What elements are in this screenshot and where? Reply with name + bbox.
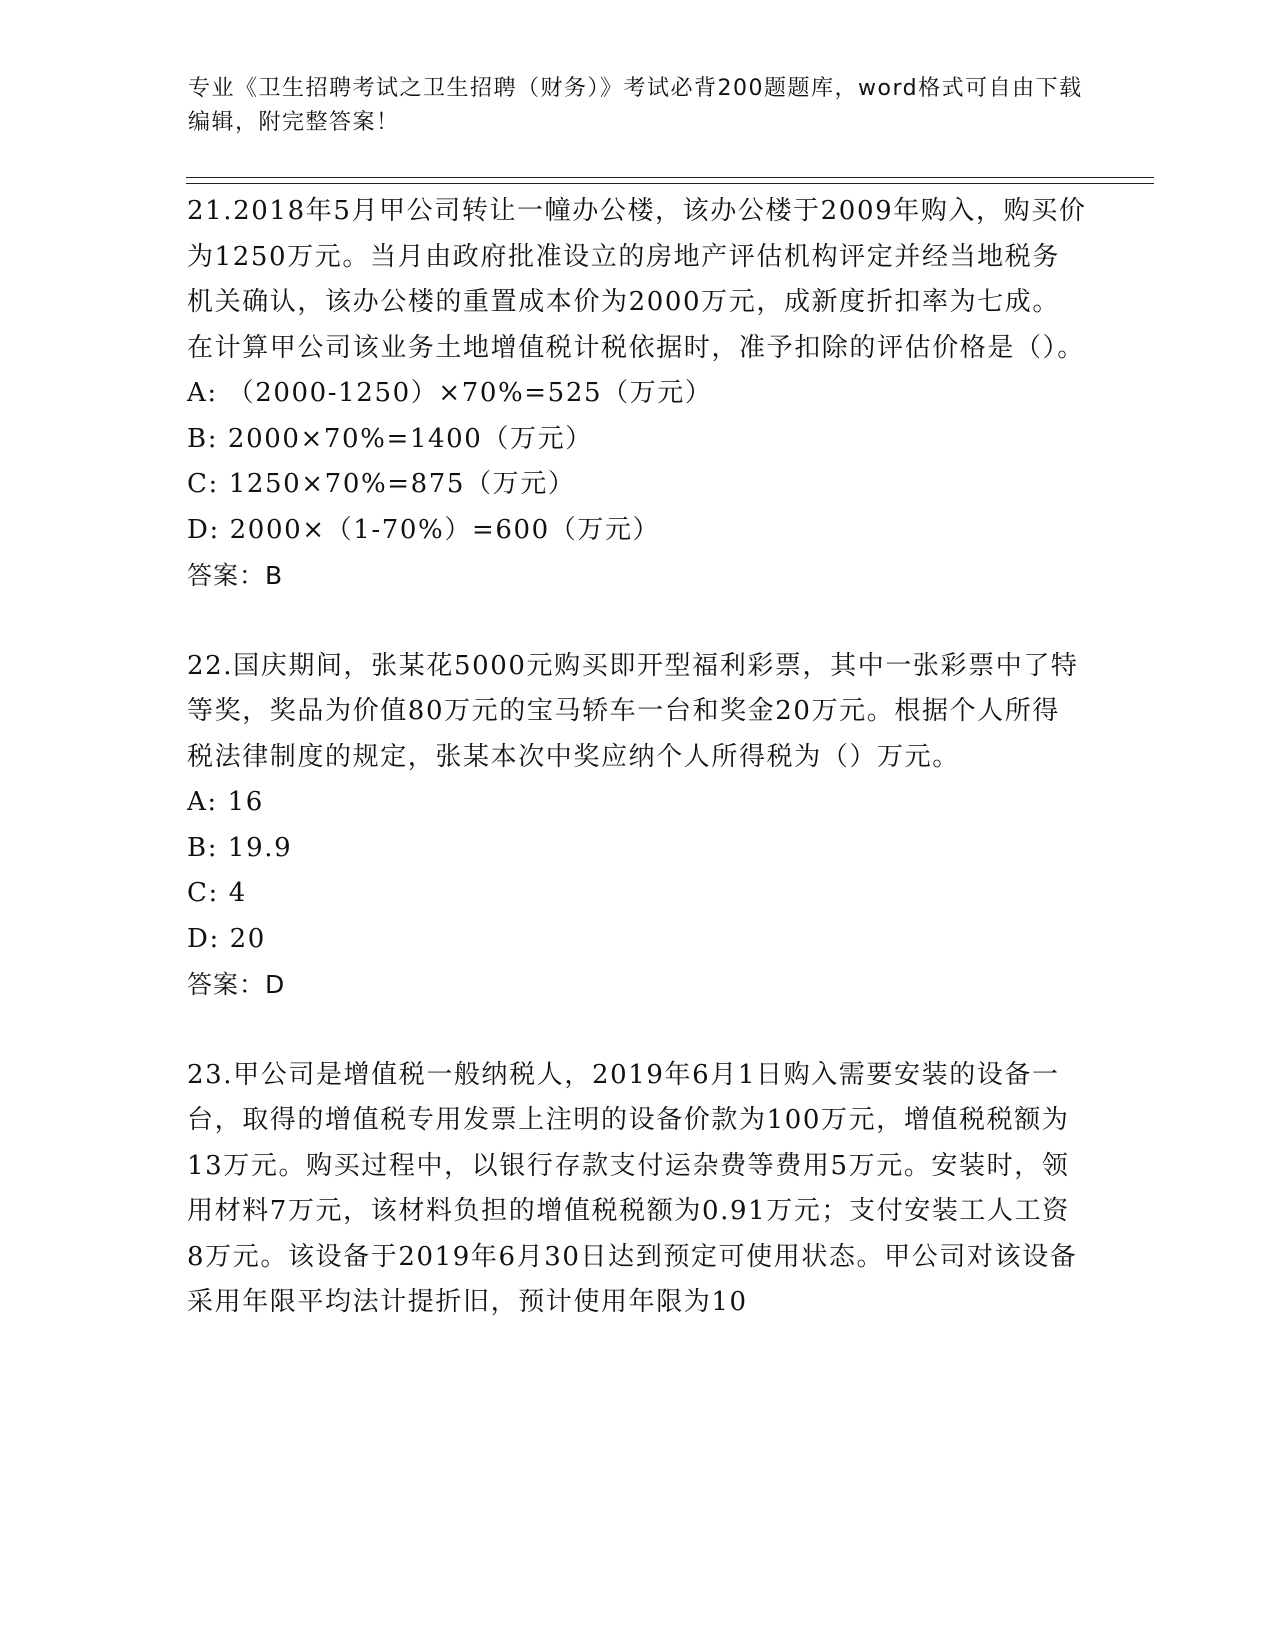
question-list [187, 189, 1087, 1326]
question-text: 21.2018年5月甲公司转让一幢办公楼，该办公楼于2009年购入，购买价为1250万元。当月由政府批准设立的房地产评估机构评定并经当地税务机关确认，该办公楼的重置成本价为2000万元，成新度折扣率为七成。在计算甲公司该业务土地增值税计税依据时，准予扣除的评估价格是（）。 [187, 196, 1087, 363]
header-rule-bottom [186, 183, 1154, 184]
question-22 [187, 644, 1087, 1008]
question-spacer [187, 599, 1087, 644]
option-d: D: 2000×（1-70%）=600（万元） [187, 514, 661, 545]
question-text: 23.甲公司是增值税一般纳税人，2019年6月1日购入需要安装的设备一台，取得的增值税专用发票上注明的设备价款为100万元，增值税税额为13万元。购买过程中，以银行存款支付运杂费等费用5万元。安装时，领用材料7万元，该材料负担的增值税税额为0.91万元；支付安装工人工资8万元。该设备于2019年6月30日达到预定可使用状态。甲公司对该设备采用年限平均法计提折旧，预计使用年限为10 [187, 1059, 1078, 1317]
option-b: B: 19.9 [187, 832, 293, 863]
question-23 [187, 1053, 1087, 1326]
question-spacer [187, 1008, 1087, 1053]
header-rule-top [186, 177, 1154, 178]
answer-label: 答案：D [187, 970, 286, 999]
document-header: 专业《卫生招聘考试之卫生招聘（财务）》考试必背200题题库，word格式可自由下载编辑，附完整答案！ [188, 76, 1083, 135]
answer-label: 答案：B [187, 561, 284, 590]
question-21 [187, 189, 1087, 599]
option-c: C: 1250×70%=875（万元） [187, 469, 576, 499]
option-c: C: 4 [187, 878, 247, 908]
option-a: A: （2000-1250）×70%=525（万元） [187, 378, 713, 408]
question-text: 22.国庆期间，张某花5000元购买即开型福利彩票，其中一张彩票中了特等奖，奖品为价值80万元的宝马轿车一台和奖金20万元。根据个人所得税法律制度的规定，张某本次中奖应纳个人所得税为（）万元。 [187, 650, 1079, 772]
option-d: D: 20 [187, 923, 266, 954]
option-a: A: 16 [187, 787, 264, 817]
option-b: B: 2000×70%=1400（万元） [187, 423, 593, 454]
